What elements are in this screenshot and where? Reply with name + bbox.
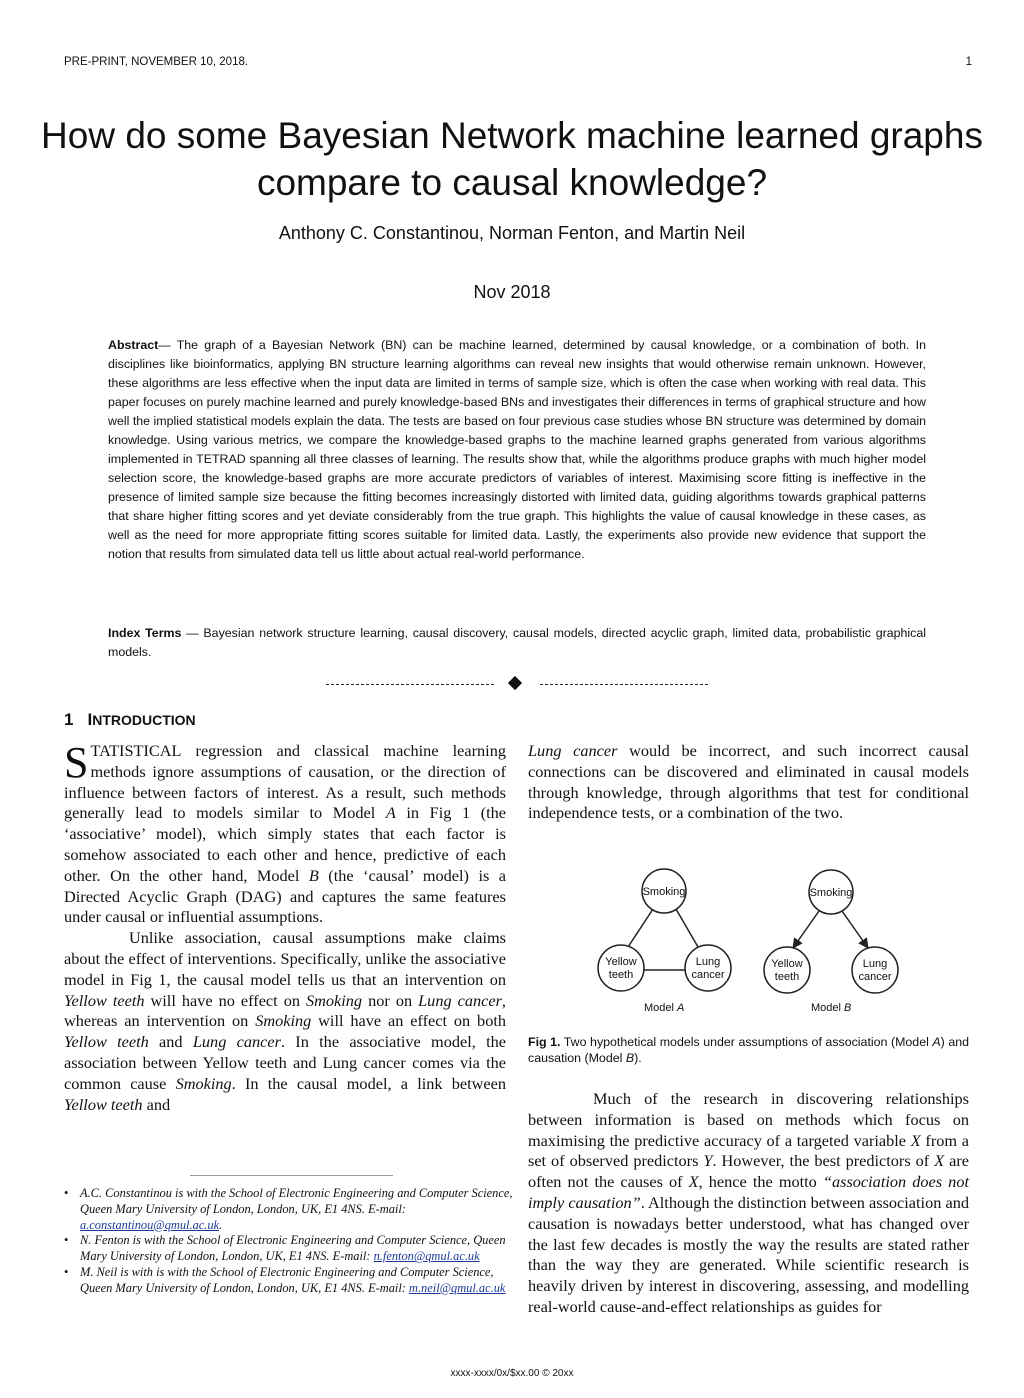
right-column-bottom — [528, 1089, 969, 1318]
model-a-smoking-node — [642, 869, 686, 913]
footnote-rule — [190, 1175, 393, 1176]
continued-paragraph — [528, 741, 969, 824]
italic-term: Yellow teeth — [64, 990, 145, 1010]
figure-caption — [528, 1034, 969, 1066]
text-run: and — [142, 1094, 171, 1114]
footnote-item — [64, 1186, 516, 1233]
figure-1-diagram — [586, 856, 916, 1026]
math-var: X — [688, 1172, 699, 1192]
math-var: A — [932, 1035, 941, 1049]
motto-quote: “association does not imply causation” — [528, 1172, 969, 1212]
model-b-yellow-teeth-node — [764, 947, 810, 993]
text-run: are often not the causes of — [528, 1151, 969, 1192]
text-run: . In the associative model, the association between Yellow teeth and Lung cancer comes via the common cause — [64, 1032, 506, 1093]
text-run: nor on — [362, 990, 419, 1010]
math-var: X — [934, 1151, 945, 1171]
text-run: ). — [634, 1051, 642, 1065]
italic-term: Smoking — [255, 1011, 312, 1031]
text-run: (the ‘causal’ model) is a Directed Acyclic Graph (DAG) and captures the same features under causal or influential assumptions. — [64, 865, 506, 927]
bullet-icon: • — [64, 1186, 69, 1200]
node-label: cancer — [691, 969, 725, 981]
right-column-top — [528, 741, 969, 824]
drop-cap: S — [64, 738, 89, 787]
section-title-rest: NTRODUCTION — [92, 712, 196, 728]
author-footnotes — [64, 1186, 516, 1297]
bullet-icon: • — [64, 1264, 69, 1279]
model-b-lung-cancer-node — [852, 947, 898, 993]
bullet-icon: • — [64, 1233, 69, 1248]
model-a-label — [644, 1002, 684, 1014]
text-run: will have no effect on — [144, 990, 306, 1010]
italic-term: Smoking — [175, 1073, 232, 1093]
text-run: in Fig 1 (the ‘associative’ model), which simply states that each factor is somehow associated to each other and hence, predictive of each other. On the other hand, Model — [64, 803, 507, 885]
email-link[interactable]: m.neil@qmul.ac.uk — [409, 1280, 506, 1295]
index-terms-label: Index Terms — [108, 626, 182, 640]
text-run: . In the causal model, a link between — [231, 1073, 506, 1093]
model-a-edge-smoking-lung — [676, 909, 698, 947]
text-run: regression and classical machine learning methods ignore assumptions of causation, or the direction of influence between factors of interest. As a result, such methods generally lead to models similar to Model — [64, 741, 506, 823]
model-b-smoking-node — [809, 870, 853, 914]
email-link[interactable]: a.constantinou@qmul.ac.uk — [80, 1217, 220, 1232]
section-heading — [64, 710, 196, 730]
text-run: Two hypothetical models under assumptions of association (Model — [560, 1035, 933, 1049]
math-var: Y — [703, 1151, 713, 1171]
italic-term: Yellow teeth — [64, 1094, 143, 1114]
model-a-lung-cancer-node — [685, 945, 731, 991]
node-label: teeth — [774, 971, 800, 983]
paper-title: How do some Bayesian Network machine learned graphs compare to causal knowledge? — [41, 115, 983, 203]
model-a-edge-smoking-yellow — [628, 909, 653, 947]
node-label: Lung — [862, 958, 888, 970]
node-label: cancer — [858, 971, 892, 983]
footnote-item — [64, 1265, 516, 1297]
separator-dash-left — [326, 684, 494, 685]
footnote-text: N. Fenton is with the School of Electronic Engineering and Computer Science, Queen Mary University of London, London, UK, E1 4NS. E-mail: — [80, 1233, 506, 1264]
section-title-initial: I — [87, 710, 93, 729]
model-b-edge-smoking-yellow — [793, 911, 819, 948]
math-var: B — [308, 865, 319, 885]
caption-label: Fig 1. — [528, 1035, 561, 1049]
text-run: and — [148, 1032, 193, 1052]
node-label: Lung — [695, 956, 721, 968]
footnote-text: A.C. Constantinou is with the School of Electronic Engineering and Computer Science, Queen Mary University of London, London, UK, E1 4NS. E-mail: — [80, 1186, 513, 1216]
page-footer: xxxx-xxxx/0x/$xx.00 © 20xx — [450, 1368, 574, 1379]
abstract — [108, 336, 926, 564]
running-title: PRE-PRINT, NOVEMBER 10, 2018. — [64, 56, 249, 68]
model-label-text: Model — [811, 1002, 845, 1014]
node-label: Yellow — [605, 956, 637, 968]
model-b-edge-smoking-lung — [842, 911, 868, 948]
intro-paragraph-2 — [64, 928, 506, 1115]
abstract-label: Abstract — [108, 338, 159, 352]
text-run: will have an effect on both — [311, 1011, 506, 1031]
math-var: X — [910, 1130, 921, 1150]
abstract-text: — The graph of a Bayesian Network (BN) can be machine learned, determined by causal knowledge, or a combination of both. In disciplines like bioinformatics, applying BN structure learning algorithms can reveal new insights that would otherwise remain unknown. However, these algorithms are less effective when the input data are limited in terms of sample size, which is often the case when working with real data. This paper focuses on purely machine learned and purely knowledge-based BNs and investigates their differences in terms of graphical structure and how well the implied statistical models explain the data. The tests are based on four previous case studies whose BN structure was determined by domain knowledge. Using various metrics, we compare the knowledge-based graphs to the machine learned graphs generated from various algorithms implemented in TETRAD spanning all three classes of learning. The results show that, while the algorithms produce graphs with much higher model selection score, the knowledge-based graphs are more accurate predictors of variables of interest. Maximising score fitting is ineffective in the presence of limited sample size because the fitting becomes increasingly distorted with limited data, guiding algorithms towards graphical patterns that share higher fitting scores and yet deviate considerably from the true graph. This highlights the value of causal knowledge in these cases, as well as the need for more appropriate fitting scores suitable for limited data. Lastly, the experiments also provide new evidence that support the notion that results from simulated data tell us little about actual real-world performance. — [108, 338, 926, 561]
text-run: . However, the best predictors of — [712, 1151, 935, 1171]
text-run: Unlike association, causal assumptions make claims about the effect of interventions. Specifically, unlike the associative model in Fig 1, the causal model tells us that an intervention on — [64, 928, 506, 989]
text-run: Much of the research in discovering relationships between information is based on methods which focus on maximising the predictive accuracy of a targeted variable — [528, 1089, 969, 1150]
left-column — [64, 738, 507, 1115]
text-run: would be incorrect, and such incorrect causal connections can be discovered and eliminated in causal models through knowledge, through algorithms that test for conditional independence tests, or a combination of the two. — [528, 741, 970, 823]
math-var: A — [385, 803, 396, 823]
node-label: teeth — [608, 969, 634, 981]
running-header — [64, 56, 972, 68]
section-number: 1 — [64, 710, 74, 729]
italic-term: Lung cancer — [528, 741, 618, 760]
model-label-text: Model — [644, 1002, 678, 1014]
model-label-var: A — [677, 1002, 685, 1014]
node-label: Smoking — [809, 887, 853, 899]
footnote-end: . — [219, 1217, 223, 1232]
text-run: , hence the motto — [698, 1172, 823, 1192]
text-run: ) and causation (Model — [528, 1035, 970, 1065]
page-number: 1 — [965, 56, 972, 68]
index-terms-text: — Bayesian network structure learning, causal discovery, causal models, directed acyclic graph, limited data, probabilistic graphical models. — [108, 626, 926, 659]
node-label: Smoking — [642, 886, 686, 898]
text-run: from a set of observed predictors — [528, 1130, 969, 1171]
publication-date: Nov 2018 — [473, 282, 551, 302]
model-label-var: B — [844, 1002, 852, 1014]
section-separator — [326, 673, 710, 697]
footnote-item — [64, 1233, 516, 1265]
italic-term: Lung cancer — [192, 1032, 281, 1052]
italic-term: Yellow teeth — [64, 1032, 149, 1052]
email-link[interactable]: n.fenton@qmul.ac.uk — [373, 1249, 480, 1264]
italic-term: Lung cancer — [418, 990, 502, 1010]
italic-term: Smoking — [306, 990, 363, 1010]
index-terms — [108, 624, 926, 662]
footnote-text: M. Neil is with is with the School of Electronic Engineering and Computer Science, Queen Mary University of London, London, UK, E1 4NS. E-mail: — [80, 1264, 494, 1295]
author-list: Anthony C. Constantinou, Norman Fenton, and Martin Neil — [278, 223, 746, 243]
diamond-icon — [508, 676, 522, 690]
node-label: Yellow — [771, 958, 803, 970]
text-run: . Although the distinction between association and causation is nowadays better understood, what has changed over the last few decades is mostly the way the results are stated rather than the way they are generated. While scientific research is heavily driven by interest in discovering, assessing, and modelling real-world cause-and-effect relationships as guides for — [528, 1192, 970, 1316]
text-run: , whereas an intervention on — [64, 990, 506, 1031]
intro-paragraph-1 — [64, 738, 507, 928]
math-var: B — [625, 1051, 635, 1065]
intro-smallcaps: TATISTICAL — [90, 741, 182, 760]
model-a-yellow-teeth-node — [598, 945, 644, 991]
research-paragraph — [528, 1089, 969, 1318]
separator-dash-right — [540, 684, 708, 685]
model-b-label — [811, 1002, 851, 1014]
